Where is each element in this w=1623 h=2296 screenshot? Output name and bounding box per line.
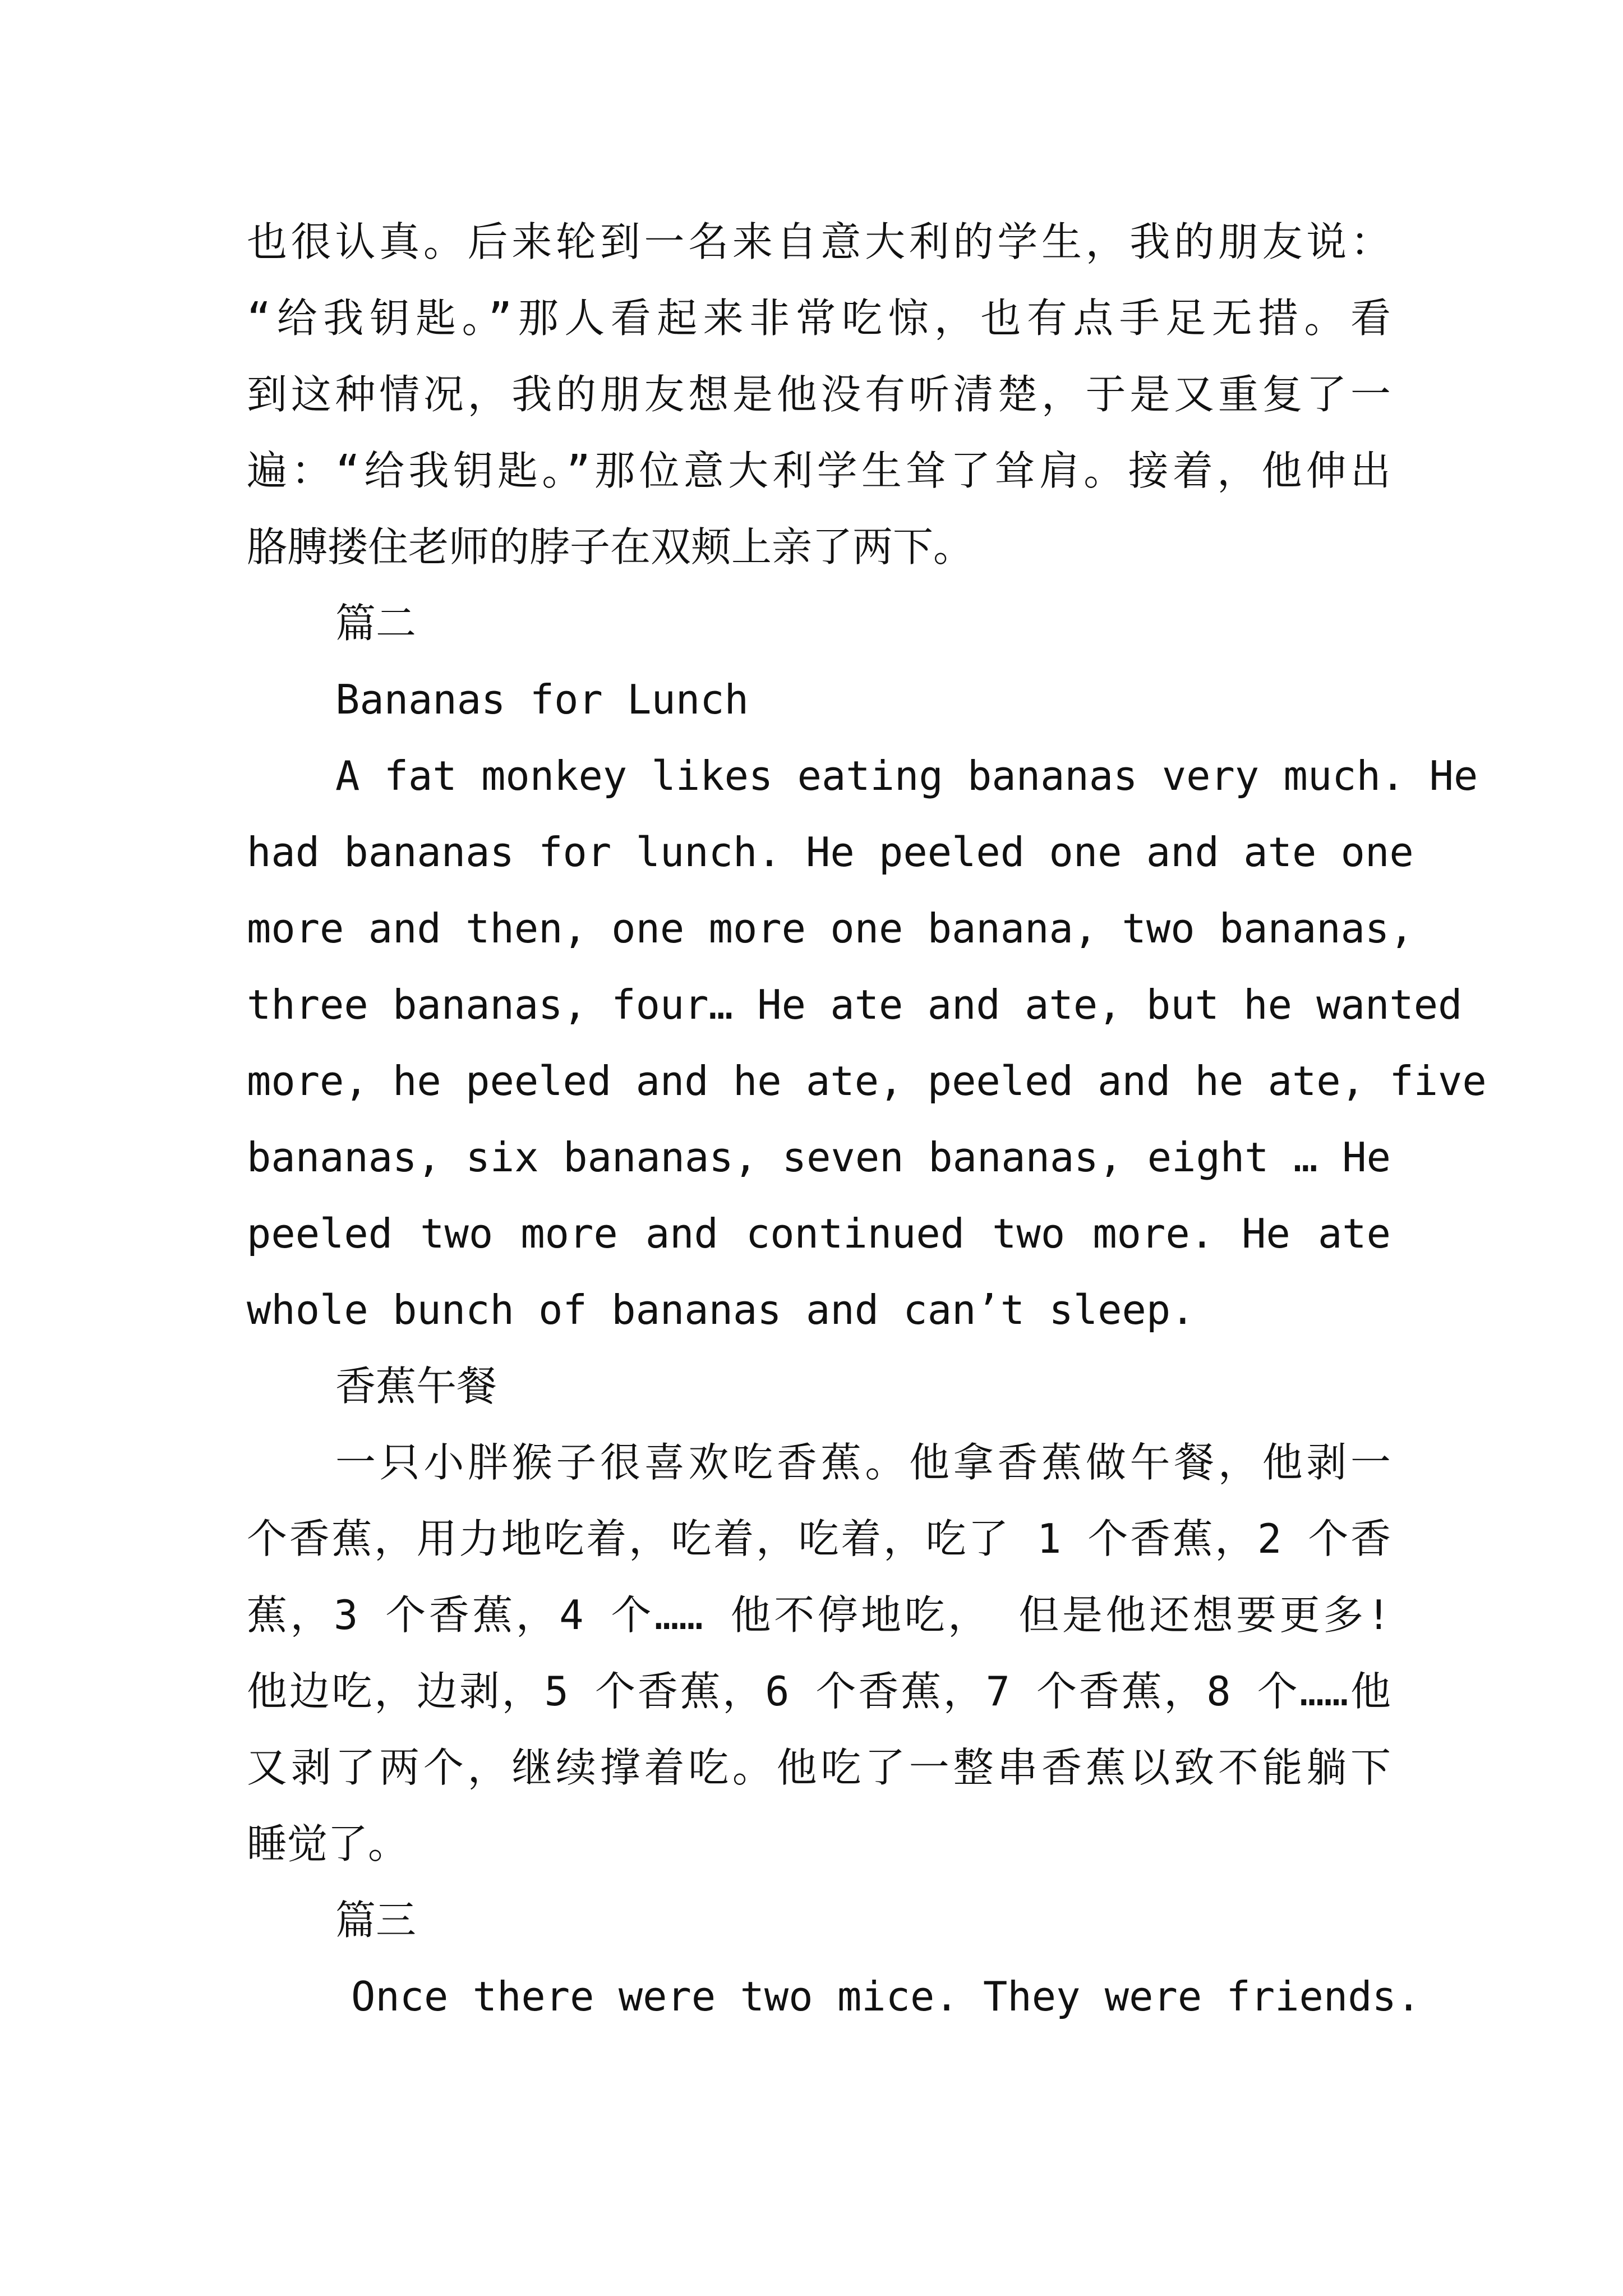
paragraph-line: 也很认真。后来轮到一名来自意大利的学生，我的朋友说：: [247, 218, 1391, 265]
paragraph-line: A fat monkey likes eating bananas very much. He: [335, 752, 1478, 799]
paragraph-line: 个香蕉，用力地吃着，吃着，吃着，吃了 1 个香蕉，2 个香: [247, 1515, 1391, 1562]
paragraph-line: more, he peeled and he ate, peeled and he ate, five: [247, 1057, 1487, 1105]
paragraph-line: 胳膊搂住老师的脖子在双颊上亲了两下。: [247, 523, 974, 570]
section-heading: 篇三: [335, 1897, 417, 1944]
paragraph-line: had bananas for lunch. He peeled one and ate one: [247, 829, 1414, 876]
paragraph-line: 遍：“给我钥匙。”那位意大利学生耸了耸肩。接着，他伸出: [247, 447, 1391, 494]
paragraph-line: peeled two more and continued two more. He ate: [247, 1210, 1391, 1257]
paragraph-line: 到这种情况，我的朋友想是他没有听清楚，于是又重复了一: [247, 371, 1391, 418]
paragraph-line: “给我钥匙。”那人看起来非常吃惊，也有点手足无措。看: [247, 295, 1391, 342]
paragraph-line: whole bunch of bananas and can’t sleep.: [247, 1286, 1195, 1333]
paragraph-line: three bananas, four… He ate and ate, but he wanted: [247, 981, 1463, 1028]
story-title: 香蕉午餐: [335, 1363, 497, 1410]
paragraph-line: 蕉，3 个香蕉，4 个…… 他不停地吃， 但是他还想要更多!: [247, 1591, 1391, 1639]
paragraph-line: 一只小胖猴子很喜欢吃香蕉。他拿香蕉做午餐，他剥一: [335, 1439, 1391, 1486]
paragraph-line: Once there were two mice. They were friends.: [351, 1973, 1421, 2020]
section-heading: 篇二: [335, 600, 417, 647]
paragraph-line: bananas, six bananas, seven bananas, eight … He: [247, 1134, 1391, 1181]
story-title: Bananas for Lunch: [335, 676, 749, 723]
paragraph-line: 又剥了两个，继续撑着吃。他吃了一整串香蕉以致不能躺下: [247, 1744, 1391, 1791]
paragraph-line: more and then, one more one banana, two bananas,: [247, 905, 1414, 952]
paragraph-line: 他边吃，边剥，5 个香蕉，6 个香蕉，7 个香蕉，8 个……他: [247, 1668, 1391, 1715]
paragraph-line: 睡觉了。: [247, 1820, 409, 1867]
